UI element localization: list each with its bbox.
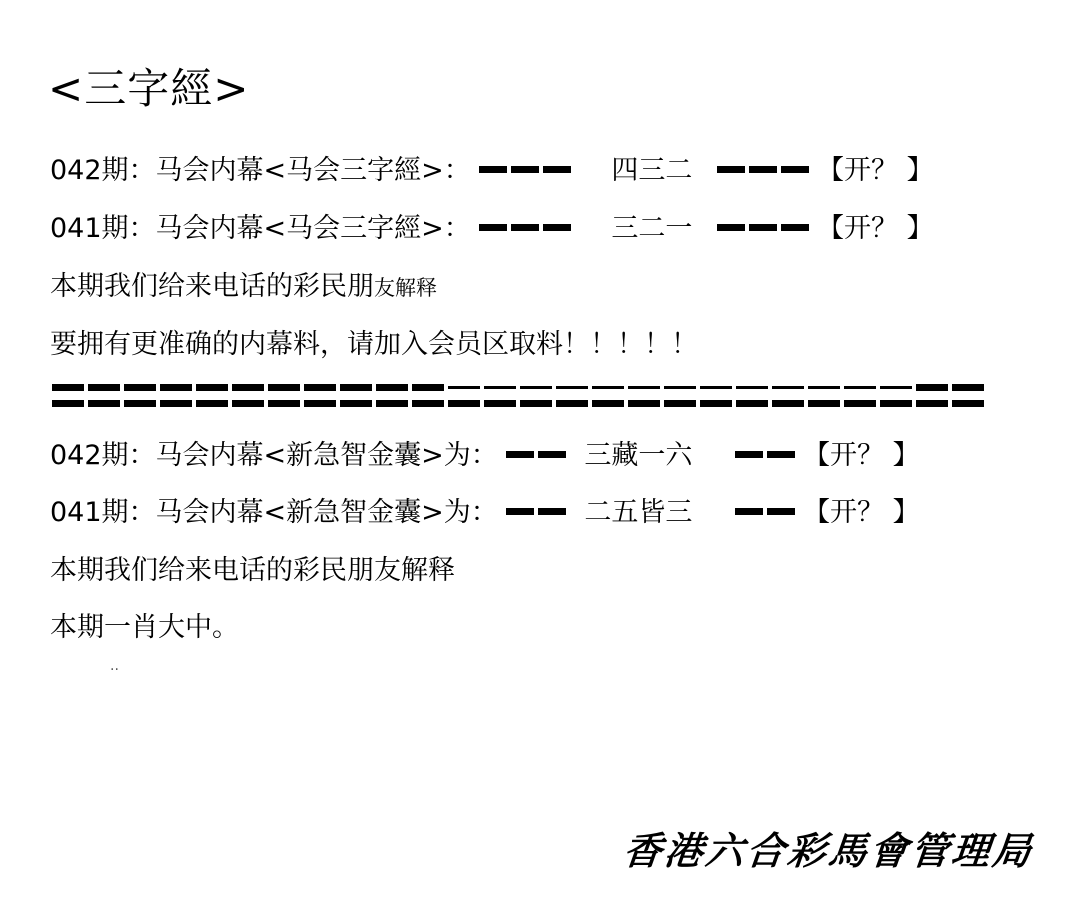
note-tail: 友解释	[374, 276, 437, 300]
stray-dots: ..	[110, 658, 119, 674]
promo-text: 要拥有更准确的内幕料，请加入会员区取料！！！！！	[50, 329, 698, 360]
redacted-bars	[506, 434, 570, 474]
redacted-bars	[735, 491, 799, 531]
result-label: 【开？ 】	[816, 155, 934, 186]
source-label: 马会内幕<马会三字經>：	[155, 155, 471, 186]
prediction-row	[50, 209, 934, 250]
result-label: 【开？ 】	[802, 440, 920, 471]
section-divider	[52, 383, 988, 413]
page-title: <三字經>	[48, 64, 250, 113]
note-text: 本期我们给来电话的彩民朋友解释	[50, 555, 455, 586]
source-label: 马会内幕<新急智金囊>为：	[155, 497, 498, 528]
redacted-bars	[479, 207, 575, 247]
prediction-row	[50, 493, 920, 534]
source-label: 马会内幕<新急智金囊>为：	[155, 440, 498, 471]
redacted-bars	[506, 491, 570, 531]
code-text: 三藏一六	[584, 440, 693, 471]
source-label: 马会内幕<马会三字經>：	[155, 213, 471, 244]
redacted-bars	[735, 434, 799, 474]
code-text: 二五皆三	[584, 497, 693, 528]
redacted-bars	[717, 149, 813, 189]
summary-text: 本期一肖大中。	[50, 612, 239, 643]
period-label: 042期：	[50, 155, 156, 186]
period-label: 041期：	[50, 213, 156, 244]
redacted-bars	[717, 207, 813, 247]
code-text: 四三二	[611, 155, 693, 186]
code-text: 三二一	[611, 213, 693, 244]
result-label: 【开？ 】	[802, 497, 920, 528]
prediction-row	[50, 151, 934, 192]
period-label: 041期：	[50, 497, 156, 528]
period-label: 042期：	[50, 440, 156, 471]
footer-seal: 香港六合彩馬會管理局	[621, 828, 1037, 873]
result-label: 【开？ 】	[816, 213, 934, 244]
note-text	[50, 267, 437, 308]
redacted-bars	[479, 149, 575, 189]
note-main: 本期我们给来电话的彩民朋	[50, 271, 374, 302]
prediction-row	[50, 436, 920, 477]
